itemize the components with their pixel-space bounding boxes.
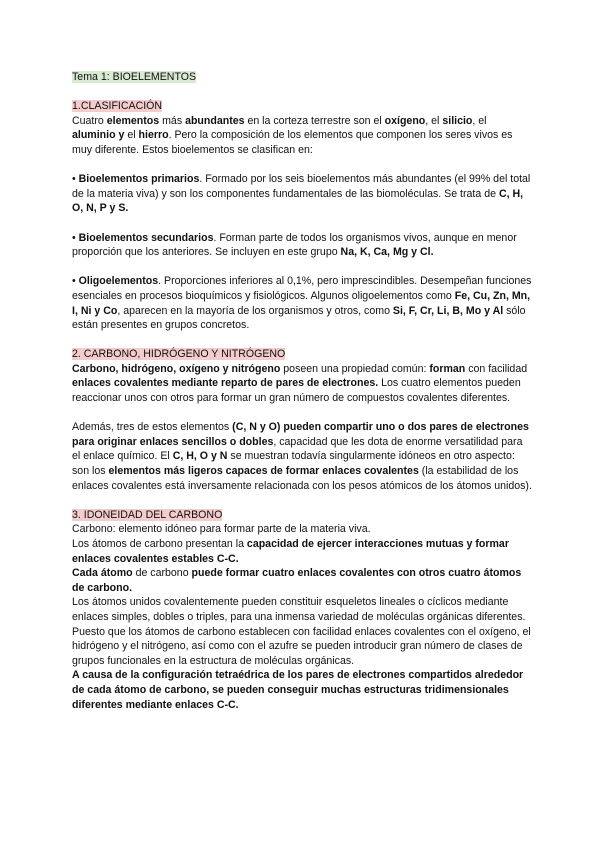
text-run: • <box>72 173 79 186</box>
bold-text: oxígeno <box>384 114 426 127</box>
bold-text: capacidad de ejercer interacciones mutuas y formar enlaces covalentes estables C-C. <box>72 538 509 565</box>
text-run: , el <box>472 114 487 127</box>
text-run: Los átomos unidos covalentemente pueden constituir esqueletos lineales o cíclicos mediante enlaces simples, dobles o triples, para una inmensa variedad de moléculas orgánicas diferentes. <box>72 596 526 623</box>
text-run: sólo están presentes en grupos concretos. <box>72 304 526 332</box>
bold-text: silicio <box>442 114 473 127</box>
paragraph <box>72 522 532 537</box>
section <box>72 99 532 333</box>
document-title: Tema 1: BIOELEMENTOS <box>72 71 197 83</box>
text-run: • <box>72 275 79 288</box>
spacer <box>72 158 532 173</box>
paragraph <box>72 537 532 566</box>
text-run: . Pero la composición de los elementos que componen los seres vivos es muy diferente. Estos bioelementos se clasifican en: <box>72 129 513 156</box>
spacer <box>72 216 532 231</box>
text-run: Los átomos de carbono presentan la <box>72 538 247 550</box>
section <box>72 333 532 494</box>
text-run: el <box>124 129 139 142</box>
bold-text: Bioelementos secundarios <box>78 231 214 244</box>
paragraph <box>72 274 532 332</box>
spacer <box>72 260 532 275</box>
bold-text: puede formar cuatro enlaces covalentes con otros cuatro átomos de carbono. <box>72 567 522 594</box>
text-run: . Proporciones inferiores al 0,1%, pero imprescindibles. Desempeñan funciones esenciales en procesos bioquímicos y fisiológicos. Algunos oligoelementos como <box>72 275 532 302</box>
bold-text: elementos <box>106 114 160 127</box>
text-run: , el <box>425 114 443 127</box>
text-run: de carbono <box>132 567 192 580</box>
bold-text: hierro <box>138 129 169 142</box>
text-run: (la estabilidad de los enlaces covalentes está inversamente relacionada con los pesos atómicos de los átomos unidos). <box>72 465 532 492</box>
bold-text: C, H, O, N, P y S. <box>72 187 524 215</box>
paragraph <box>72 362 532 406</box>
section-heading: 2. CARBONO, HIDRÓGENO Y NITRÓGENO <box>72 348 286 361</box>
text-run: se muestran todavía singularmente idóneos en otro aspecto: son los <box>72 450 515 478</box>
bold-text: Fe, Cu, Zn, Mn, I, Ni y Co <box>72 289 531 317</box>
section-heading: 3. IDONEIDAD DEL CARBONO <box>72 508 223 521</box>
paragraph <box>72 172 532 216</box>
spacer <box>72 333 532 348</box>
bold-text: Na, K, Ca, Mg y Cl. <box>340 246 434 259</box>
paragraph <box>72 566 532 595</box>
bold-text: C, H, O y N <box>172 450 228 463</box>
text-run: más <box>159 114 186 127</box>
bold-text: forman <box>429 362 466 375</box>
text-run: Carbono: elemento idóneo para formar parte de la materia viva. <box>72 523 371 536</box>
bold-text: enlaces covalentes mediante reparto de pares de electrones. <box>72 377 379 390</box>
spacer <box>72 406 532 421</box>
bold-text: Carbono, hidrógeno, oxígeno y nitrógeno <box>72 362 281 375</box>
text-run: en la corteza terrestre son el <box>244 114 385 127</box>
paragraph <box>72 625 532 669</box>
document-page <box>72 70 532 712</box>
text-run: , capacidad que les dota de enorme versatilidad para el enlace químico. El <box>72 435 523 463</box>
text-run: Cuatro <box>72 114 107 127</box>
sections <box>72 99 532 712</box>
bold-text: elementos más ligeros capaces de formar enlaces covalentes <box>108 465 419 478</box>
spacer <box>72 85 532 100</box>
text-run: . Formado por los seis bioelementos más abundantes (el 99% del total de la materia viva) y son los componentes fundamentales de las biomoléculas. Se trata de <box>72 173 531 200</box>
spacer <box>72 493 532 508</box>
paragraph <box>72 231 532 260</box>
bold-text: aluminio y <box>72 129 125 142</box>
text-run: , aparecen en la mayoría de los organismos y otros, como <box>117 304 393 317</box>
paragraph <box>72 420 532 493</box>
paragraph <box>72 595 532 624</box>
bold-text: Bioelementos primarios <box>78 173 200 186</box>
text-run: poseen una propiedad común: <box>280 362 430 375</box>
paragraph <box>72 668 532 712</box>
paragraph <box>72 114 532 158</box>
text-run: . Forman parte de todos los organismos vivos, aunque en menor proporción que los anteriores. Se incluyen en este grupo <box>72 231 517 259</box>
bold-text: abundantes <box>185 114 245 127</box>
text-run: • <box>72 231 79 244</box>
bold-text: Cada átomo <box>72 567 133 580</box>
text-run: con facilidad <box>465 362 528 375</box>
bold-text: Oligoelementos <box>78 275 159 288</box>
section-heading: 1.CLASIFICACIÓN <box>72 100 163 113</box>
text-run: Los cuatro elementos pueden reaccionar unos con otros para formar un gran número de compuestos covalentes diferentes. <box>72 377 521 405</box>
text-run: Puesto que los átomos de carbono establecen con facilidad enlaces covalentes con el oxígeno, el hidrógeno y el nitrógeno, así como con el azufre se pueden introducir gran número de clases de grupos funcionales en la estructura de moléculas orgánicas. <box>72 625 531 667</box>
bold-text: (C, N y O) pueden compartir uno o dos pares de electrones para originar enlaces sencillos o dobles <box>72 421 529 448</box>
bold-text: A causa de la configuración tetraédrica de los pares de electrones compartidos alrededor de cada átomo de carbono, se pueden conseguir muchas estructuras tridimensionales diferentes mediante enlaces C-C. <box>72 669 524 711</box>
bold-text: Si, F, Cr, Li, B, Mo y Al <box>392 304 504 317</box>
text-run: Además, tres de estos elementos <box>72 421 233 434</box>
section <box>72 493 532 712</box>
